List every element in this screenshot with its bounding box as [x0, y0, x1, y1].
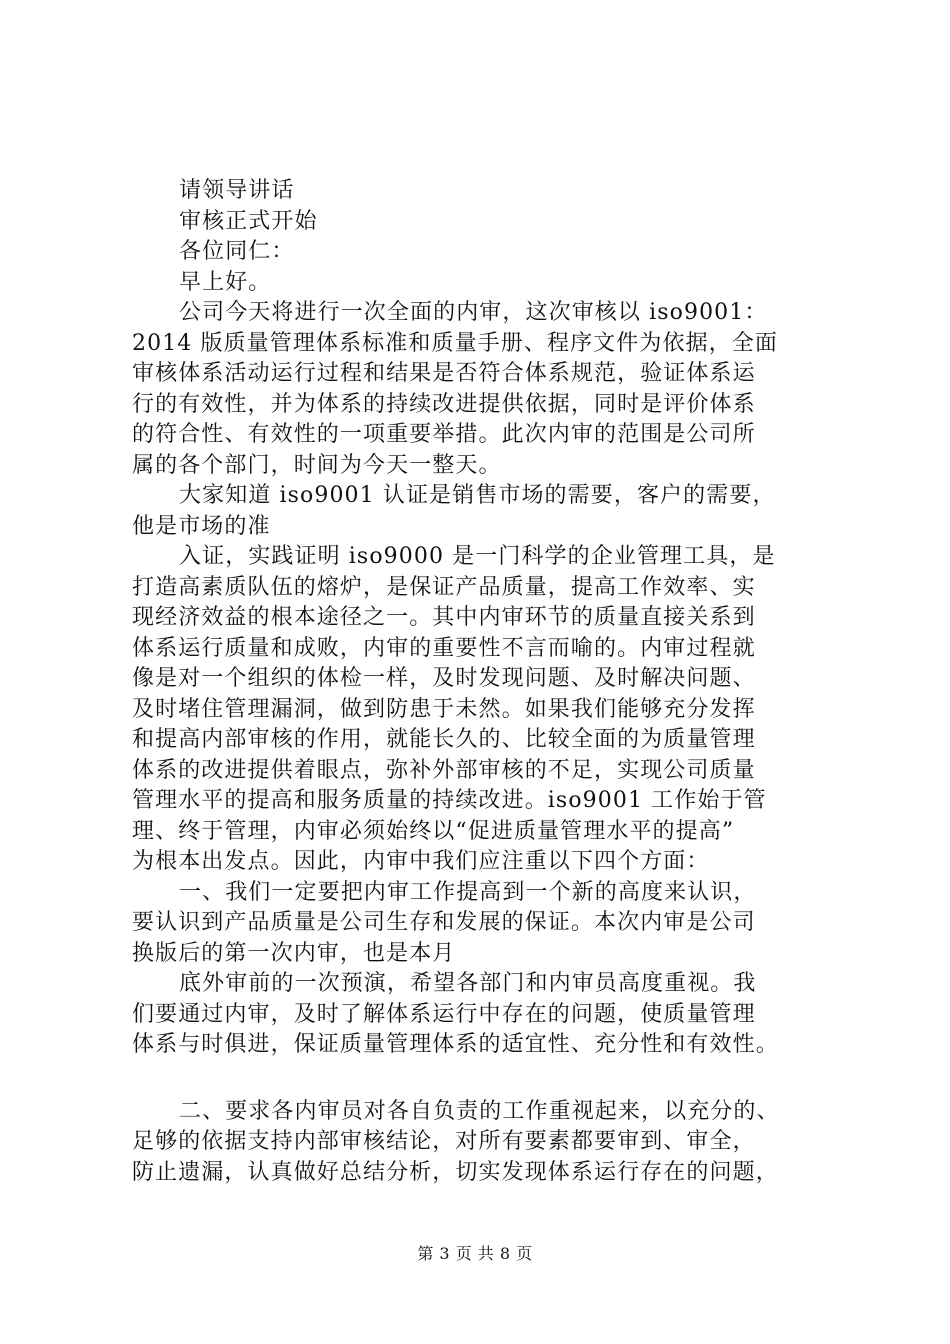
page-number: 第 3 页 共 8 页 [417, 1244, 533, 1263]
text-line: 早上好。 [179, 269, 272, 295]
text-line: 的符合性、有效性的一项重要举措。此次内审的范围是公司所 [132, 422, 756, 447]
text-line: 行的有效性，并为体系的持续改进提供依据，同时是评价体系 [132, 391, 756, 417]
text-line: 各位同仁： [179, 239, 295, 264]
text-line: 要认识到产品质量是公司生存和发展的保证。本次内审是公司 [132, 910, 756, 935]
text-line: 大家知道 iso9001 认证是销售市场的需要，客户的需要， [179, 483, 776, 508]
text-line: 现经济效益的根本途径之一。其中内审环节的质量直接关系到 [132, 605, 756, 630]
text-line: 公司今天将进行一次全面的内审，这次审核以 iso9001： [179, 300, 768, 325]
text-line: 防止遗漏，认真做好总结分析，切实发现体系运行存在的问题， [132, 1159, 779, 1185]
text-line: 2014 版质量管理体系标准和质量手册、程序文件为依据，全面 [132, 330, 778, 356]
page-footer [0, 1243, 950, 1265]
text-line: 管理水平的提高和服务质量的持续改进。iso9001 工作始于管 [132, 788, 767, 813]
text-line: 及时堵住管理漏洞，做到防患于未然。如果我们能够充分发挥 [132, 696, 756, 722]
text-line: 理、终于管理，内审必须始终以“促进质量管理水平的提高” [132, 818, 735, 844]
text-line: 和提高内部审核的作用，就能长久的、比较全面的为质量管理 [132, 727, 756, 752]
text-line: 体系与时俱进，保证质量管理体系的适宜性、充分性和有效性。 [132, 1032, 779, 1057]
text-line: 体系运行质量和成败，内审的重要性不言而喻的。内审过程就 [132, 635, 756, 661]
text-line: 他是市场的准 [132, 513, 271, 539]
text-line: 入证，实践证明 iso9000 是一门科学的企业管理工具，是 [179, 544, 776, 569]
text-line: 二、要求各内审员对各自负责的工作重视起来，以充分的、 [179, 1098, 780, 1124]
text-line: 底外审前的一次预演，希望各部门和内审员高度重视。我 [179, 971, 757, 996]
text-line: 请领导讲话 [179, 178, 295, 203]
text-line: 打造高素质队伍的熔炉，是保证产品质量，提高工作效率、实 [132, 574, 756, 600]
paragraph-gap [132, 1061, 832, 1097]
text-line: 们要通过内审，及时了解体系运行中存在的问题，使质量管理 [132, 1001, 756, 1027]
text-line: 体系的改进提供着眼点，弥补外部审核的不足，实现公司质量 [132, 757, 756, 783]
text-line: 为根本出发点。因此，内审中我们应注重以下四个方面： [132, 849, 710, 874]
text-line: 足够的依据支持内部审核结论，对所有要素都要审到、审全， [132, 1129, 756, 1154]
text-line: 换版后的第一次内审，也是本月 [132, 940, 456, 966]
text-line: 审核正式开始 [179, 208, 318, 234]
text-line: 属的各个部门，时间为今天一整天。 [132, 452, 502, 478]
text-line: 一、我们一定要把内审工作提高到一个新的高度来认识， [179, 879, 757, 905]
document-body [132, 176, 832, 1188]
text-line: 审核体系活动运行过程和结果是否符合体系规范，验证体系运 [132, 361, 756, 386]
text-line: 像是对一个组织的体检一样，及时发现问题、及时解决问题、 [132, 666, 756, 691]
